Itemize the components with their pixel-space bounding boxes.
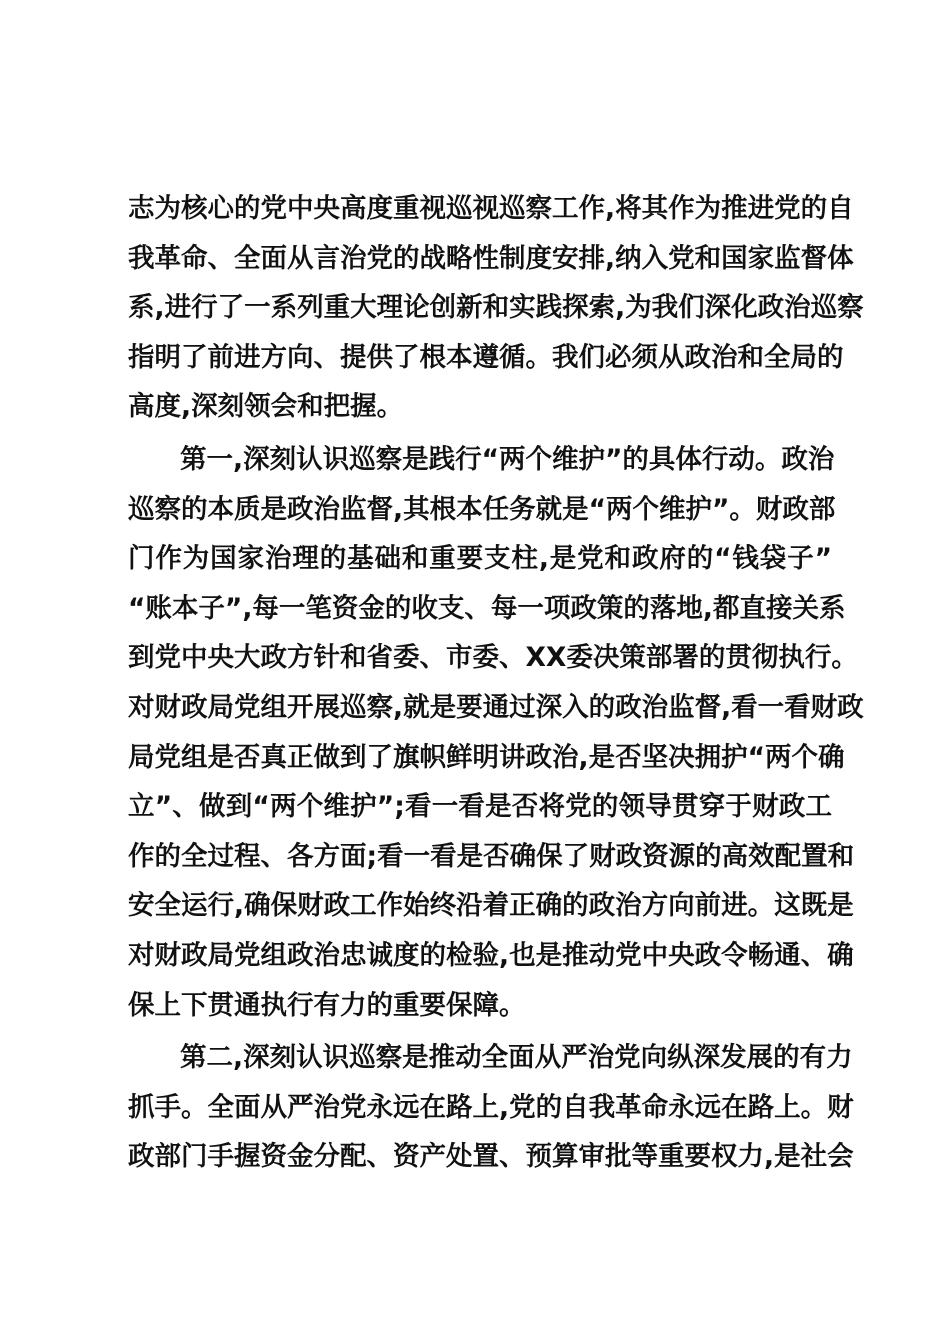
text-line: 系,进行了一系列重大理论创新和实践探索,为我们深化政治巡察 xyxy=(128,292,864,324)
text-line: 立”、做到“两个维护”;看一看是否将党的领导贯穿于财政工 xyxy=(128,791,832,823)
text-line: 我革命、全面从言治党的战略性制度安排,纳入党和国家监督体 xyxy=(128,242,854,274)
text-line: 对财政局党组政治忠诚度的检验,也是推动党中央政令畅通、确 xyxy=(128,939,854,971)
text-line: 安全运行,确保财政工作始终沿着正确的政治方向前进。这既是 xyxy=(128,890,854,922)
text-line: 政部门手握资金分配、资产处置、预算审批等重要权力,是社会 xyxy=(128,1141,854,1173)
text-line: 局党组是否真正做到了旗帜鲜明讲政治,是否坚决拥护“两个确 xyxy=(128,741,845,773)
text-line: 指明了前进方向、提供了根本遵循。我们必须从政治和全局的 xyxy=(128,341,844,373)
text-line: 志为核心的党中央高度重视巡视巡察工作,将其作为推进党的自 xyxy=(128,193,854,224)
text-line: 抓手。全面从严治党永远在路上,党的自我革命永远在路上。财 xyxy=(128,1091,854,1123)
text-line: “账本子”,每一笔资金的收支、每一项政策的落地,都直接关系 xyxy=(128,592,846,624)
text-line: 第二,深刻认识巡察是推动全面从严治党向纵深发展的有力 xyxy=(180,1042,853,1074)
paragraph xyxy=(128,435,864,1030)
text-line: 对财政局党组开展巡察,就是要通过深入的政治监督,看一看财政 xyxy=(128,691,864,723)
text-line: 巡察的本质是政治监督,其根本任务就是“两个维护”。财政部 xyxy=(128,493,836,525)
text-line: 第一,深刻认识巡察是践行“两个维护”的具体行动。政治 xyxy=(180,443,835,475)
document-page xyxy=(128,184,864,1185)
text-line: 保上下贯通执行有力的重要保障。 xyxy=(128,989,526,1021)
text-line: 作的全过程、各方面;看一看是否确保了财政资源的高效配置和 xyxy=(128,840,855,872)
text-line: 门作为国家治理的基础和重要支柱,是党和政府的“钱袋子” xyxy=(128,543,832,575)
paragraph xyxy=(128,1033,854,1182)
text-line: 高度,深刻领会和把握。 xyxy=(128,391,404,423)
text-line: 到党中央大政方针和省委、市委、XX委决策部署的贯彻执行。 xyxy=(128,642,858,674)
paragraph xyxy=(128,184,864,432)
